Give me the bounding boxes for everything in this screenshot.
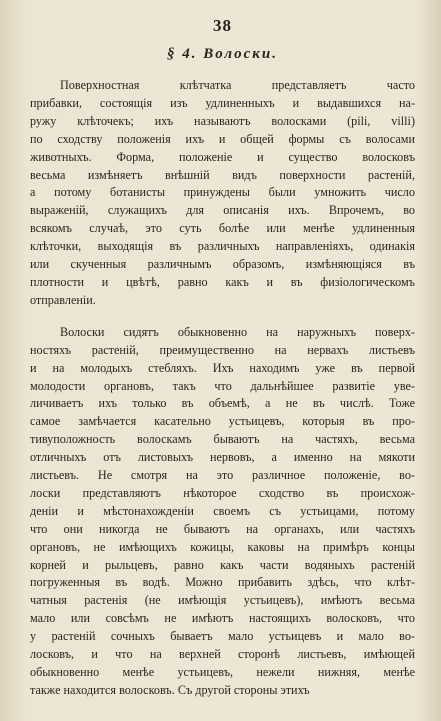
text-line: выраженій, служащихъ для описанія ихъ. Впрочемъ, во bbox=[30, 203, 415, 218]
text-line: отличныхъ отъ листовыхъ нервовъ, а именно на мякоти bbox=[30, 450, 415, 465]
text-line: также находится волосковъ. Съ другой стороны этихъ bbox=[30, 682, 310, 697]
text-line: обыкновенно менѣе устьицевъ, нежели нижняя, менѣе bbox=[30, 665, 415, 679]
paragraph-2 bbox=[30, 324, 415, 700]
paragraph-gap bbox=[30, 310, 415, 324]
text-line: самое замѣчается касательно устьицевъ, которыя въ про- bbox=[30, 414, 415, 429]
text-line: клѣточки, выходящія въ различныхъ направленіяхъ, одинакія bbox=[30, 239, 415, 254]
text-line: ружу клѣточекъ; ихъ называютъ волосками (pili, villi) bbox=[30, 113, 415, 128]
page-number: 38 bbox=[213, 16, 232, 35]
text-line: и на молодыхъ стебляхъ. Ихъ находимъ уже въ первой bbox=[30, 360, 415, 375]
text-line: весьма измѣняетъ внѣшній видъ поверхности растеній, bbox=[30, 167, 415, 182]
text-line: личиваетъ ихъ только въ объемѣ, а не въ числѣ. Тоже bbox=[30, 396, 415, 411]
text-line: плотности и цвѣтѣ, равно какъ и въ физіологическомъ bbox=[30, 274, 415, 289]
text-line: листьевъ. Не смотря на это различное положеніе, во- bbox=[30, 468, 415, 483]
text-line: Волоски сидятъ обыкновенно на наружныхъ поверх- bbox=[60, 324, 415, 339]
section-heading: § 4. Волоски. bbox=[167, 46, 278, 62]
text-line: чатныя растенія (не имѣющія устьицевъ), имѣютъ весьма bbox=[30, 593, 415, 608]
text-line: лосковъ, и что на верхней сторонѣ листьевъ, имѣющей bbox=[30, 647, 415, 662]
text-line: по сходству положенія ихъ и общей формы съ волосами bbox=[30, 131, 415, 146]
text-line: тивуположность волоскамъ бываютъ на частяхъ, весьма bbox=[30, 432, 415, 447]
text-line: молодости органовъ, такъ что дальнѣйшее развитіе уве- bbox=[30, 378, 415, 393]
text-line: прибавки, состоящія изъ удлиненныхъ и выдавшихся на- bbox=[30, 95, 415, 110]
text-line: Поверхностная клѣтчатка представляетъ часто bbox=[60, 78, 415, 92]
paragraph-1 bbox=[30, 77, 415, 310]
text-line: или скученныя различнымъ образомъ, измѣняющіяся въ bbox=[30, 257, 415, 272]
text-line: у растеній сочныхъ бываетъ мало устьицевъ и мало во- bbox=[30, 629, 415, 644]
text-line: ностяхъ растеній, преимущественно на нервахъ листьевъ bbox=[30, 342, 415, 357]
text-line: что они никогда не бываютъ на органахъ, или частяхъ bbox=[30, 521, 415, 536]
text-line: деніи и мѣстонахожденіи своемъ съ устьицами, потому bbox=[30, 503, 415, 518]
text-line: погруженныя въ водѣ. Можно прибавить здѣсь, что клѣт- bbox=[30, 575, 415, 590]
text-line: а потому ботанисты принуждены были умножить число bbox=[30, 185, 415, 200]
text-line: животныхъ. Форма, положеніе и существо волосковъ bbox=[30, 149, 415, 164]
text-line: всякомъ случаѣ, это суть болѣе или менѣе удлиненныя bbox=[30, 221, 415, 236]
text-line: лоски представляютъ нѣкоторое сходство въ происхож- bbox=[30, 485, 415, 500]
text-line: корней и рыльцевъ, равно какъ части водяныхъ растеній bbox=[30, 557, 415, 572]
text-line: отправленіи. bbox=[30, 292, 96, 307]
text-line: мало или совсѣмъ не имѣютъ настоящихъ волосковъ, что bbox=[30, 611, 415, 626]
text-line: органовъ, не имѣющихъ кожицы, каковы на примѣръ концы bbox=[30, 539, 415, 554]
